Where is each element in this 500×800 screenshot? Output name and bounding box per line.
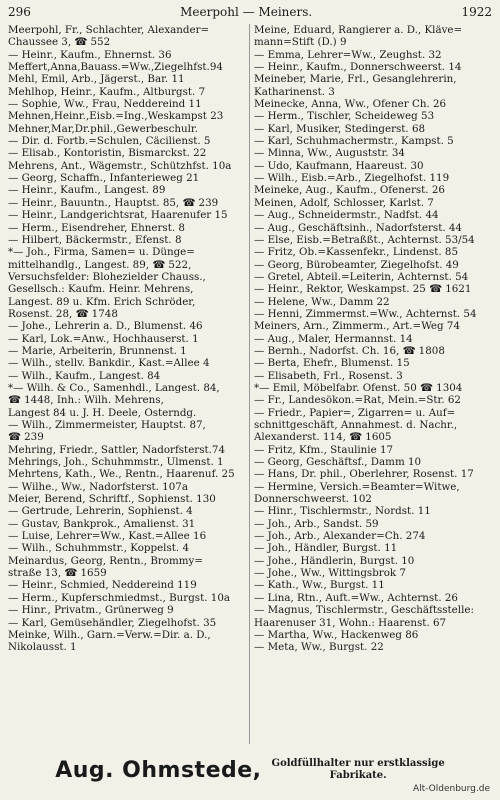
directory-entry-line: — Georg, Geschäftsf., Damm 10 bbox=[254, 456, 422, 469]
directory-entry-line: Versuchsfelder: Blohezielder Chauss., bbox=[8, 270, 206, 283]
directory-entry-line: Gesellsch.: Kaufm. Heinr. Mehrens, bbox=[8, 283, 194, 296]
directory-entry-line: — Joh., Arb., Alexander=Ch. 274 bbox=[254, 530, 426, 543]
watermark: Alt-Oldenburg.de bbox=[412, 784, 490, 794]
page-year: 1922 bbox=[461, 5, 492, 19]
directory-entry-line: — Wilh., stellv. Bankdir., Kast.=Allee 4 bbox=[8, 357, 210, 370]
directory-entry-line: — Johe., Ww., Wittingsbrok 7 bbox=[254, 567, 406, 580]
directory-entry-line: Haarenuser 31, Wohn.: Haarenst. 67 bbox=[254, 616, 447, 629]
directory-entry-line: Mehlhop, Heinr., Kaufm., Altburgst. 7 bbox=[8, 85, 206, 98]
directory-entry-line: Mehner,Mar,Dr.phil.,Gewerbeschulr. bbox=[8, 122, 198, 135]
directory-entry-line: — Aug., Geschäftsinh., Nadorfsterst. 44 bbox=[254, 221, 462, 234]
directory-entry-line: — Herm., Eisendreher, Ehnerst. 8 bbox=[8, 221, 185, 234]
directory-entry-line: — Elisabeth, Frl., Rosenst. 3 bbox=[254, 369, 403, 382]
ad-slogan-line: Goldfüllhalter nur erstklassige bbox=[271, 758, 445, 769]
directory-entry-line: — Heinr., Landgerichtsrat, Haarenufer 15 bbox=[8, 209, 228, 222]
directory-entry-line: — Karl, Schuhmachermstr., Kampst. 5 bbox=[254, 135, 454, 148]
directory-entry-line: *— Wilh. & Co., Samenhdl., Langest. 84, bbox=[8, 381, 220, 394]
directory-entry-line: schnittgeschäft, Annahmest. d. Nachr., bbox=[254, 419, 458, 431]
directory-entry-line: Langest. 89 u. Kfm. Erich Schröder, bbox=[8, 295, 196, 308]
directory-entry-line: — Georg, Bürobeamter, Ziegelhofst. 49 bbox=[254, 258, 459, 271]
directory-entry-line: — Hinr., Privatm., Grünerweg 9 bbox=[8, 604, 174, 617]
ad-company-name: Aug. Ohmstede, bbox=[55, 757, 262, 783]
directory-entry-line: — Joh., Arb., Sandst. 59 bbox=[254, 517, 379, 530]
ad-slogan bbox=[272, 758, 445, 782]
directory-entry-line: — Luise, Lehrer=Ww., Kast.=Allee 16 bbox=[8, 530, 207, 543]
directory-entry-line: — Heinr., Rektor, Weskampst. 25 ☎ 1621 bbox=[254, 283, 472, 296]
directory-entry-line: ☎ 239 bbox=[8, 431, 44, 444]
directory-entry-line: Donnerschweerst. 102 bbox=[254, 493, 372, 506]
directory-entry-line: — Magnus, Tischlermstr., Geschäftsstelle: bbox=[254, 604, 474, 617]
directory-entry-line: — Fritz, Ob.=Kassenfekr., Lindenst. 85 bbox=[254, 246, 459, 259]
directory-entry-line: — Hilbert, Bäckermstr., Efenst. 8 bbox=[8, 233, 182, 246]
directory-entry-line: — Marie, Arbeiterin, Brunnenst. 1 bbox=[8, 344, 187, 357]
directory-entry-line: Meineber, Marie, Frl., Gesanglehrerin, bbox=[254, 73, 457, 86]
directory-entry-line: — Helene, Ww., Damm 22 bbox=[254, 295, 390, 308]
directory-entry-line: — Emma, Lehrer=Ww., Zeughst. 32 bbox=[254, 48, 442, 61]
directory-entry-line: — Karl, Gemüsehändler, Ziegelhofst. 35 bbox=[8, 616, 217, 629]
directory-entry-line: Chaussee 3, ☎ 552 bbox=[8, 36, 111, 49]
directory-entry-line: Meineke, Aug., Kaufm., Ofenerst. 26 bbox=[254, 184, 445, 197]
directory-entry-line: — Hermine, Versich.=Beamter=Witwe, bbox=[254, 480, 460, 493]
directory-entry-line: Mehnen,Heinr.,Eisb.=Ing.,Weskampst 23 bbox=[8, 110, 224, 123]
directory-entry-line: Mehrtens, Kath., We., Rentn., Haarenuf. 25 bbox=[8, 468, 235, 481]
directory-entry-line: — Wilh., Zimmermeister, Hauptst. 87, bbox=[8, 419, 206, 431]
directory-entry-line: — Martha, Ww., Hackenweg 86 bbox=[254, 628, 419, 641]
directory-entry-line: — Karl, Musiker, Stedingerst. 68 bbox=[254, 122, 426, 135]
directory-entry-line: — Johe., Lehrerin a. D., Blumenst. 46 bbox=[8, 320, 203, 333]
directory-entry-line: Meffert,Anna,Bauass.=Ww.,Ziegelhfst.94 bbox=[8, 61, 223, 74]
directory-entry-line: — Aug., Maler, Hermannst. 14 bbox=[254, 332, 413, 345]
directory-entry-line: Meine, Eduard, Rangierer a. D., Kläve= bbox=[254, 24, 463, 36]
directory-entry-line: Langest 84 u. J. H. Deele, Osterndg. bbox=[8, 406, 197, 419]
directory-entry-line: Meinardus, Georg, Rentn., Brommy= bbox=[8, 554, 203, 567]
directory-entry-line: — Else, Eisb.=Betraßßt., Achternst. 53/54 bbox=[254, 233, 475, 246]
directory-entry-line: Katharinenst. 3 bbox=[254, 85, 335, 98]
directory-entry-line: — Friedr., Papier=, Zigarren= u. Auf= bbox=[254, 406, 456, 419]
directory-entry-line: — Lina, Rtn., Auft.=Ww., Achternst. 26 bbox=[254, 591, 458, 604]
directory-entry-line: mittelhandlg., Langest. 89, ☎ 522, bbox=[8, 258, 192, 271]
directory-entry-line: — Udo, Kaufmann, Haareust. 30 bbox=[254, 159, 424, 172]
directory-entry-line: — Wilh., Schuhmmstr., Koppelst. 4 bbox=[8, 542, 189, 555]
directory-entry-line: — Fr., Landesökon.=Rat, Mein.=Str. 62 bbox=[254, 394, 461, 407]
directory-entry-line: — Heinr., Bauuntn., Hauptst. 85, ☎ 239 bbox=[8, 196, 219, 209]
directory-entry-line: — Heinr., Kaufm., Langest. 89 bbox=[8, 184, 166, 197]
directory-entry-line: — Wilhe., Ww., Nadorfsterst. 107a bbox=[8, 480, 188, 493]
directory-entry-line: — Sophie, Ww., Frau, Neddereind 11 bbox=[8, 98, 202, 111]
directory-entry-line: — Johe., Händlerin, Burgst. 10 bbox=[254, 554, 415, 567]
directory-entry-line: — Karl, Lok.=Anw., Hochhauserst. 1 bbox=[8, 332, 199, 345]
directory-entry-line: — Georg, Schaffn., Infanterieweg 21 bbox=[8, 172, 200, 185]
right-column bbox=[254, 24, 494, 654]
directory-entry-line: Alexanderst. 114, ☎ 1605 bbox=[254, 431, 392, 444]
directory-entry-line: Nikolausst. 1 bbox=[8, 641, 77, 654]
directory-entry-line: — Dir. d. Fortb.=Schulen, Cäcilienst. 5 bbox=[8, 135, 211, 148]
directory-entry-line: Meinke, Wilh., Garn.=Verw.=Dir. a. D., bbox=[8, 628, 211, 641]
directory-entry-line: — Herm., Tischler, Scheideweg 53 bbox=[254, 110, 435, 123]
directory-entry-line: — Joh., Händler, Burgst. 11 bbox=[254, 542, 398, 555]
directory-entry-line: *— Emil, Möbelfabr. Ofenst. 50 ☎ 1304 bbox=[254, 381, 463, 394]
directory-entry-line: — Hinr., Tischlermstr., Nordst. 11 bbox=[254, 505, 431, 518]
directory-entry-line: — Gretel, Abteil.=Leiterin, Achternst. 54 bbox=[254, 270, 469, 283]
directory-entry-line: — Elisab., Kontoristin, Bismarckst. 22 bbox=[8, 147, 207, 160]
directory-entry-line: Meinen, Adolf, Schlosser, Karlst. 7 bbox=[254, 196, 434, 209]
directory-entry-line: — Fritz, Kfm., Staulinie 17 bbox=[254, 443, 394, 456]
directory-entry-line: Mehrens, Ant., Wägemstr., Schützhfst. 10a bbox=[8, 159, 232, 172]
directory-entry-line: Meerpohl, Fr., Schlachter, Alexander= bbox=[8, 24, 210, 36]
directory-entry-line: — Minna, Ww., Auguststr. 34 bbox=[254, 147, 405, 160]
directory-entry-line: — Wilh., Kaufm., Langest. 84 bbox=[8, 369, 161, 382]
directory-entry-line: — Henni, Zimmermst.=Ww., Achternst. 54 bbox=[254, 307, 477, 320]
directory-entry-line: ☎ 1448, Inh.: Wilh. Mehrens, bbox=[8, 394, 164, 407]
directory-entry-line: — Hans, Dr. phil., Oberlehrer, Rosenst. 17 bbox=[254, 468, 474, 481]
directory-entry-line: — Gustav, Bankprok., Amalienst. 31 bbox=[8, 517, 196, 530]
directory-entry-line: Mehring, Friedr., Sattler, Nadorfsterst.74 bbox=[8, 443, 226, 456]
directory-entry-line: Mehrings, Joh., Schuhmmstr., Ulmenst. 1 bbox=[8, 456, 224, 469]
directory-entry-line: — Gertrude, Lehrerin, Sophienst. 4 bbox=[8, 505, 193, 518]
directory-entry-line: mann=Stift (D.) 9 bbox=[254, 36, 347, 49]
directory-entry-line: — Aug., Schneidermstr., Nadfst. 44 bbox=[254, 209, 439, 222]
directory-entry-line: — Bernh., Nadorfst. Ch. 16, ☎ 1808 bbox=[254, 344, 445, 357]
left-column bbox=[8, 24, 248, 654]
directory-entry-line: — Heinr., Schmied, Neddereind 119 bbox=[8, 579, 197, 592]
directory-entry-line: — Wilh., Eisb.=Arb., Ziegelhofst. 119 bbox=[254, 172, 450, 185]
directory-entry-line: Meinecke, Anna, Ww., Ofener Ch. 26 bbox=[254, 98, 447, 111]
column-divider bbox=[249, 24, 250, 744]
directory-entry-line: Rosenst. 28, ☎ 1748 bbox=[8, 307, 118, 320]
directory-entry-line: — Kath., Ww., Burgst. 11 bbox=[254, 579, 385, 592]
directory-entry-line: Meier, Berend, Schriftf., Sophienst. 130 bbox=[8, 493, 216, 506]
directory-entry-line: — Heinr., Kaufm., Donnerschweerst. 14 bbox=[254, 61, 462, 74]
directory-entry-line: Meiners, Arn., Zimmerm., Art.=Weg 74 bbox=[254, 320, 460, 333]
directory-entry-line: — Meta, Ww., Burgst. 22 bbox=[254, 641, 384, 654]
directory-entry-line: — Herm., Kupferschmiedmst., Burgst. 10a bbox=[8, 591, 231, 604]
page-title: Meerpohl — Meiners. bbox=[180, 5, 313, 19]
page-header bbox=[8, 4, 492, 20]
directory-entry-line: — Berta, Ehefr., Blumenst. 15 bbox=[254, 357, 410, 370]
directory-entry-line: — Heinr., Kaufm., Ehnernst. 36 bbox=[8, 48, 172, 61]
page-number: 296 bbox=[8, 5, 31, 19]
ad-slogan-line: Fabrikate. bbox=[329, 770, 387, 781]
directory-entry-line: Mehl, Emil, Arb., Jägerst., Bar. 11 bbox=[8, 73, 185, 86]
directory-entry-line: *— Joh., Firma, Samen= u. Dünge= bbox=[8, 246, 195, 259]
directory-entry-line: straße 13, ☎ 1659 bbox=[8, 567, 107, 580]
